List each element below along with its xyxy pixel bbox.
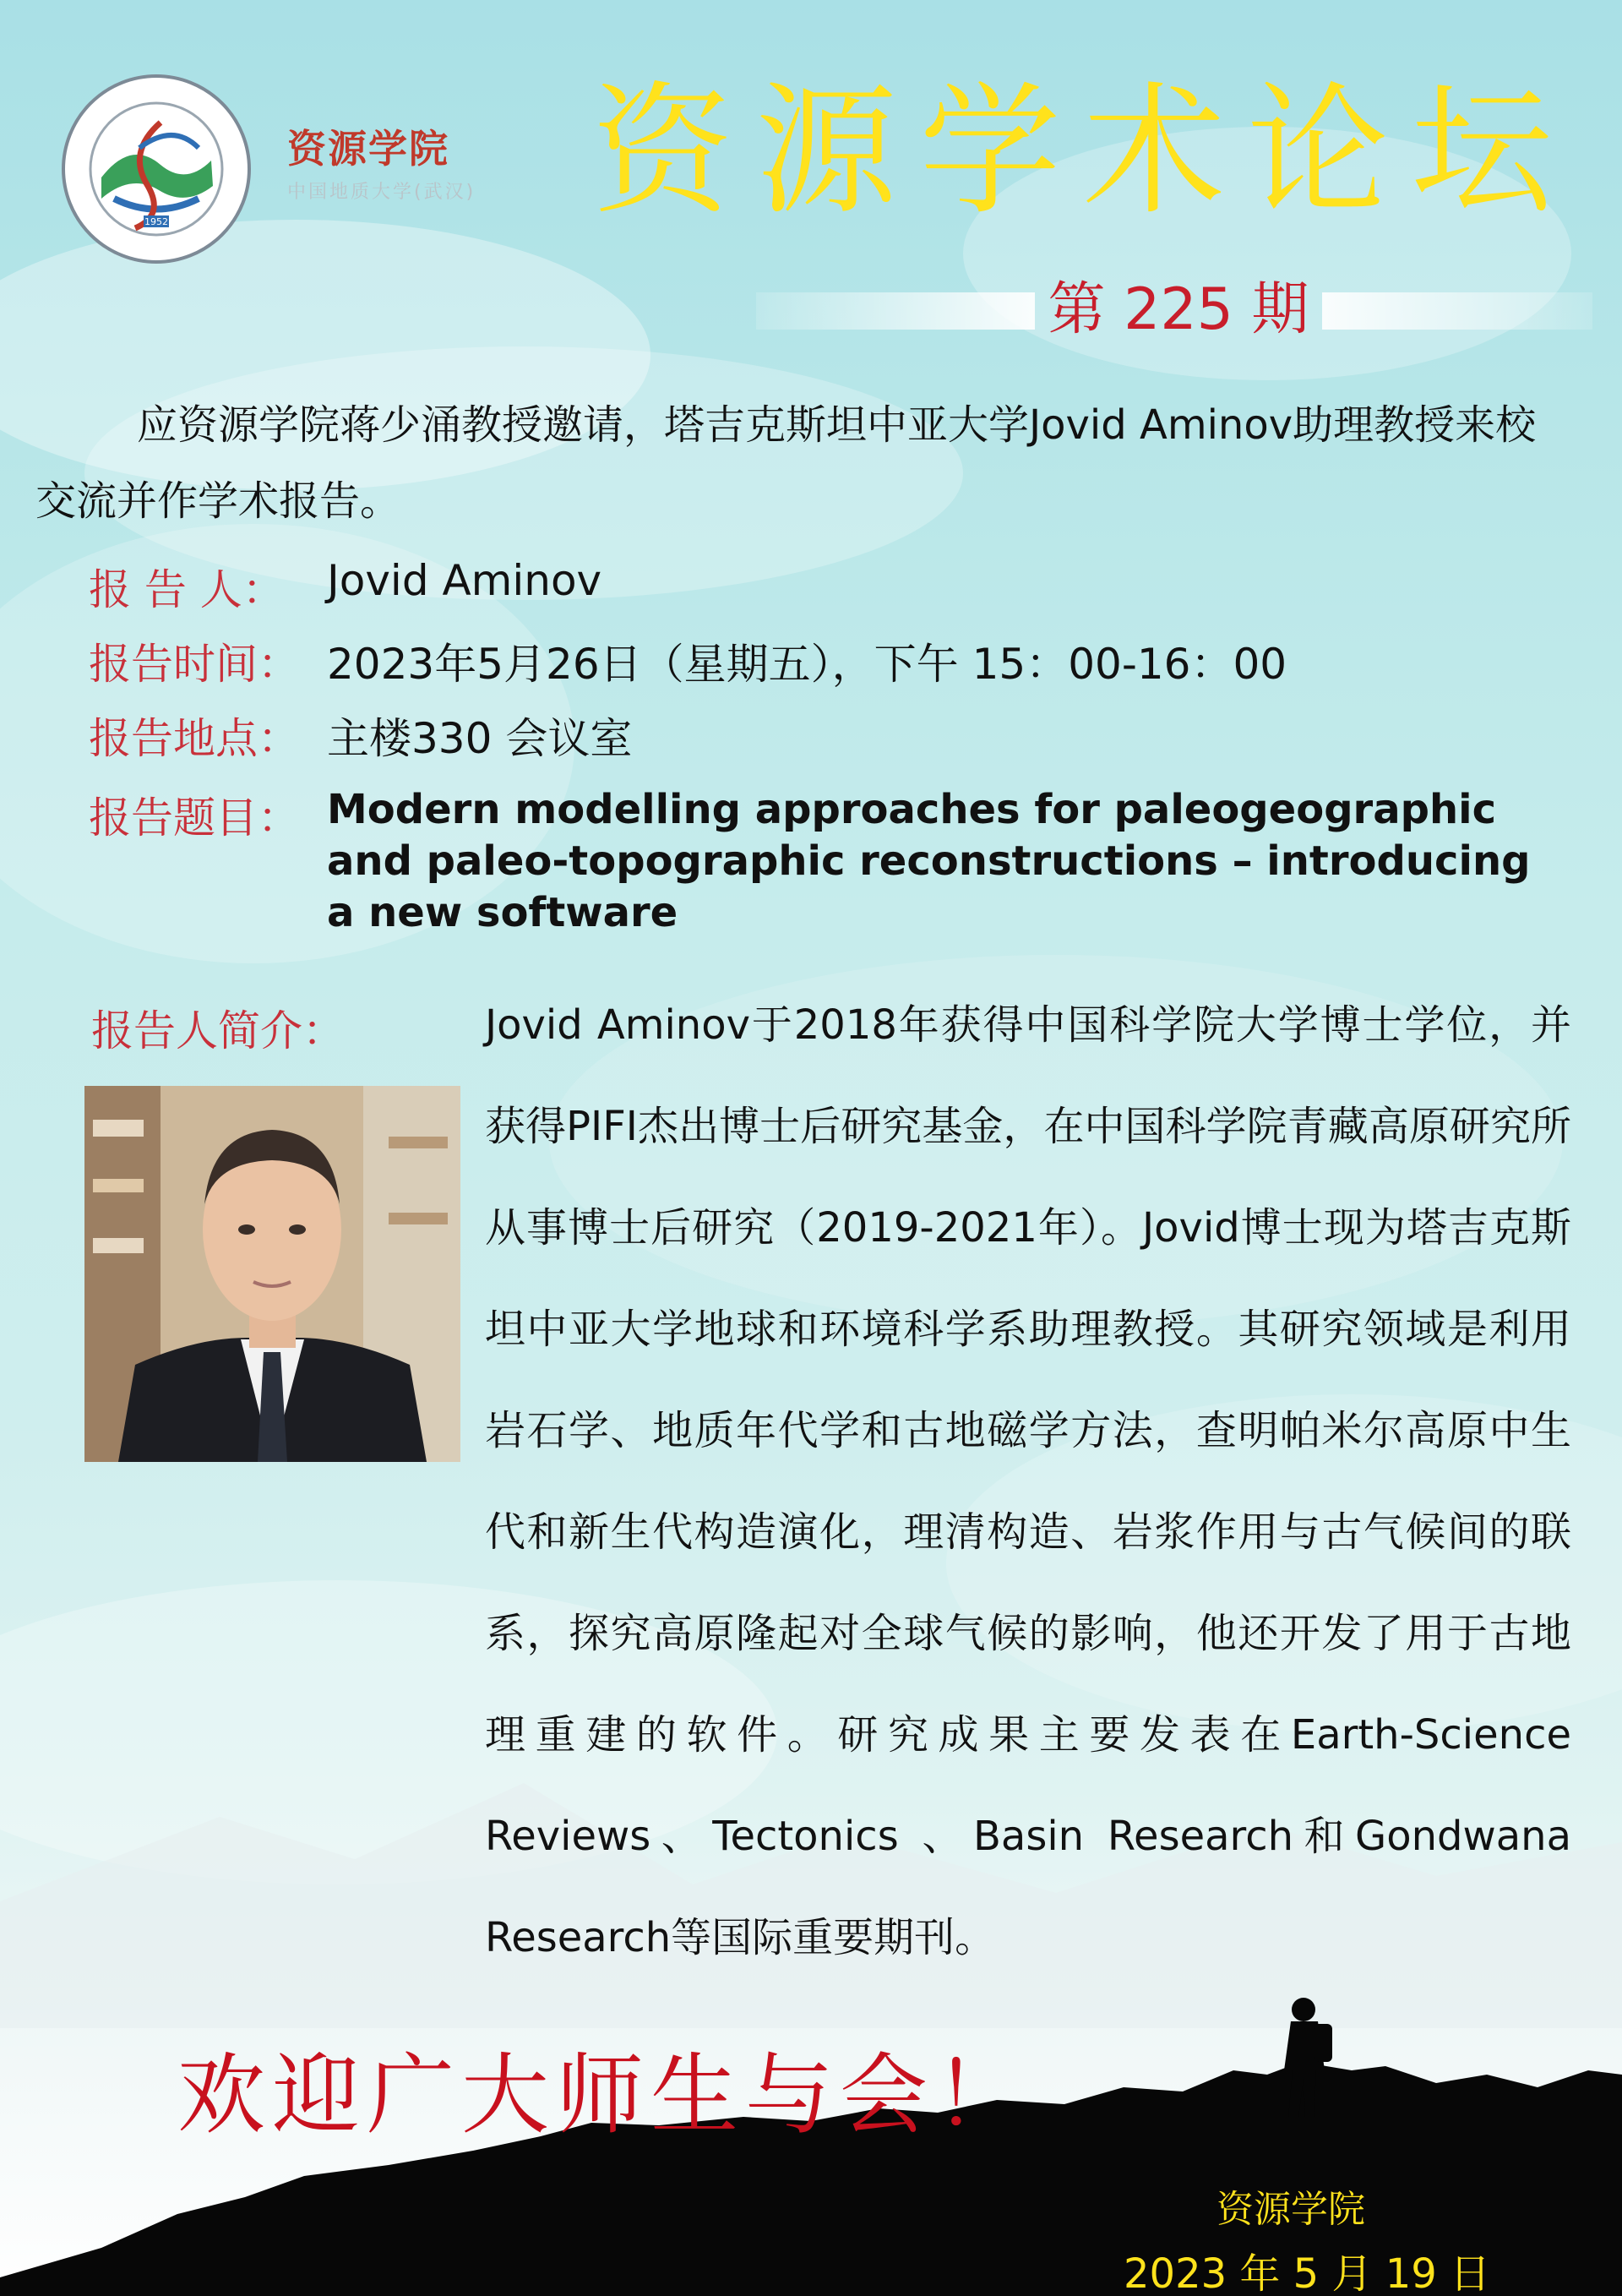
speaker-photo (84, 1086, 460, 1462)
bio-text: Jovid Aminov于2018年获得中国科学院大学博士学位，并获得PIFI杰出博士后研究基金，在中国科学院青藏高原研究所从事博士后研究（2019-2021年）。Jovid博士现为塔吉克斯坦中亚大学地球和环境科学系助理教授。其研究领域是利用岩石学、地质年代学和古地磁学方法，查明帕米尔高原中生代和新生代构造演化，理清构造、岩浆作用与古气候间的联系，探究高原隆起对全球气候的影响，他还开发了用于古地理重建的软件。研究成果主要发表在Earth-Science Reviews、Tectonics 、Basin Research和Gondwana Research等国际重要期刊。 (485, 1001, 1571, 1961)
footer-org: 资源学院 (1216, 2188, 1365, 2231)
speaker-value: Jovid Aminov (327, 556, 602, 605)
forum-title: 资源学术论坛 (591, 68, 1575, 234)
time-label: 报告时间： (89, 640, 300, 689)
welcome-message: 欢迎广大师生与会！ (177, 2043, 1030, 2146)
svg-text:1952: 1952 (144, 216, 168, 227)
venue-value: 主楼330 会议室 (327, 714, 633, 763)
venue-label: 报告地点： (89, 714, 300, 763)
issue-banner (756, 272, 1592, 348)
bio-label: 报告人简介： (91, 1006, 345, 1055)
issue-stripe-left (756, 292, 1035, 330)
org-name: 资源学院 (287, 126, 449, 172)
intro-paragraph: 应资源学院蒋少涌教授邀请，塔吉克斯坦中亚大学Jovid Aminov助理教授来校交流并作学术报告。 (35, 401, 1537, 525)
org-subtitle: 中国地质大学(武汉) (287, 182, 476, 203)
time-value: 2023年5月26日（星期五），下午 15：00-16：00 (327, 640, 1287, 689)
footer-date: 2023 年 5 月 19 日 (1124, 2250, 1491, 2296)
issue-number: 第 225 期 (1048, 276, 1309, 343)
issue-stripe-right (1322, 292, 1592, 330)
school-logo (59, 72, 253, 266)
speaker-label: 报 告 人： (89, 565, 285, 614)
topic-label: 报告题目： (89, 794, 300, 843)
topic-value: Modern modelling approaches for paleogeographic and paleo-topographic reconstructions – introducing a new software (327, 786, 1531, 936)
